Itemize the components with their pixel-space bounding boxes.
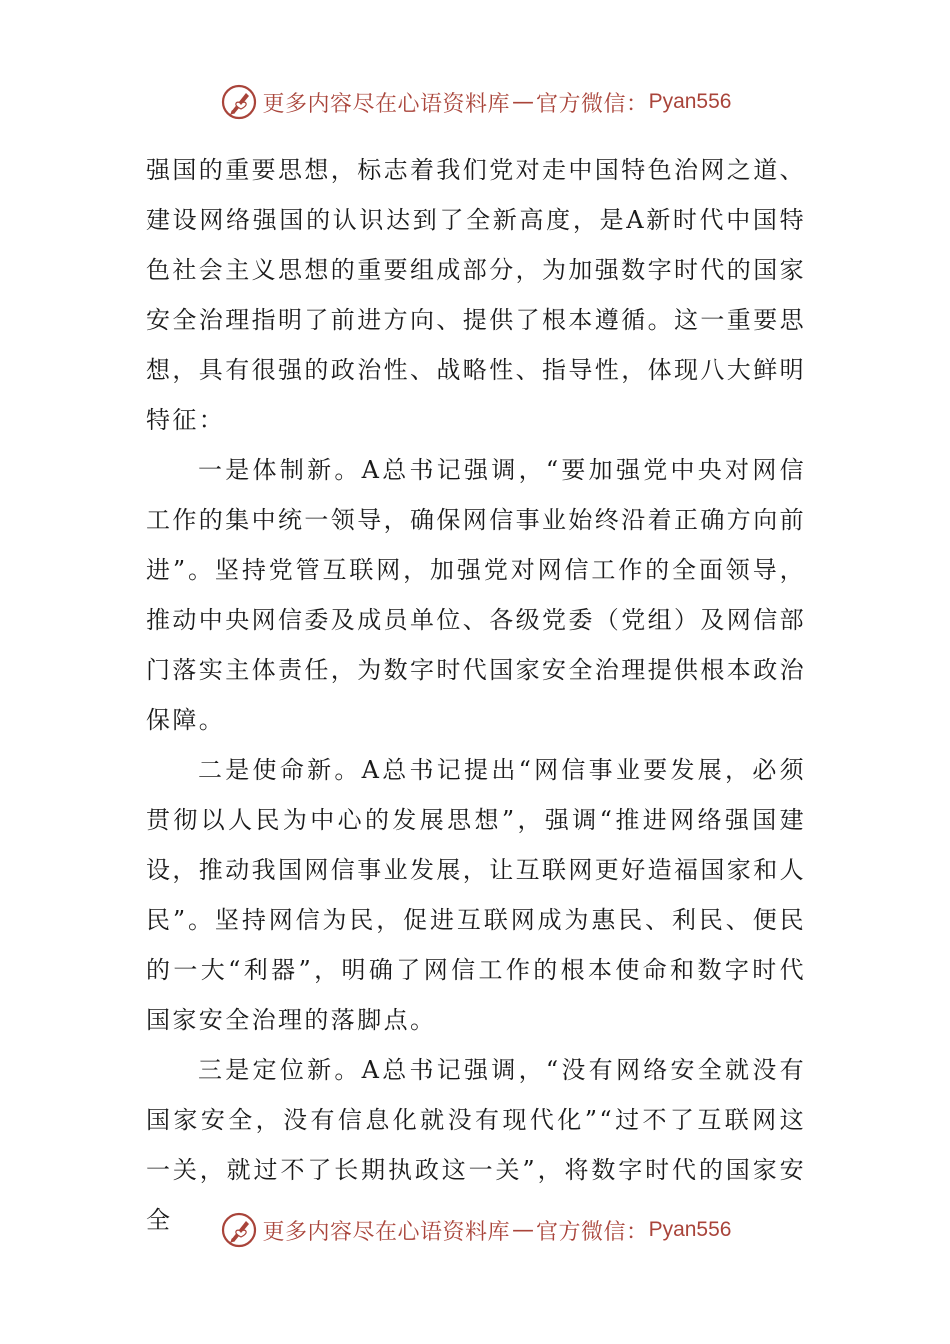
banner-separator: — (512, 1217, 535, 1243)
pen-heart-logo-icon (219, 82, 259, 122)
header-banner (0, 80, 950, 124)
document-body (146, 145, 806, 1245)
banner-text: 更多内容尽在心语资料库 (262, 91, 511, 117)
banner-separator: — (512, 89, 535, 115)
banner-handle: Pyan556 (648, 1218, 732, 1241)
banner-contact: 官方微信： (536, 1219, 649, 1245)
banner-handle: Pyan556 (648, 90, 732, 113)
paragraph-intro: 强国的重要思想，标志着我们党对走中国特色治网之道、建设网络强国的认识达到了全新高度，是A新时代中国特色社会主义思想的重要组成部分，为加强数字时代的国家安全治理指明了前进方向、提供了根本遵循。这一重要思想，具有很强的政治性、战略性、指导性，体现八大鲜明特征： (146, 156, 806, 434)
paragraph-mission: 二是使命新。A总书记提出“网信事业要发展，必须贯彻以人民为中心的发展思想”，强调“推进网络强国建设，推动我国网信事业发展，让互联网更好造福国家和人民”。坚持网信为民，促进互联网成为惠民、利民、便民的一大“利器”，明确了网信工作的根本使命和数字时代国家安全治理的落脚点。 (146, 756, 806, 1034)
pen-heart-logo-icon (219, 1210, 259, 1250)
footer-banner (0, 1208, 950, 1252)
paragraph-positioning: 三是定位新。A总书记强调，“没有网络安全就没有国家安全，没有信息化就没有现代化”“过不了互联网这一关，就过不了长期执政这一关”，将数字时代的国家安全 (146, 1056, 806, 1234)
banner-text: 更多内容尽在心语资料库 (262, 1219, 511, 1245)
banner-contact: 官方微信： (536, 91, 649, 117)
paragraph-system: 一是体制新。A总书记强调，“要加强党中央对网信工作的集中统一领导，确保网信事业始终沿着正确方向前进”。坚持党管互联网，加强党对网信工作的全面领导，推动中央网信委及成员单位、各级党委（党组）及网信部门落实主体责任，为数字时代国家安全治理提供根本政治保障。 (146, 456, 806, 734)
